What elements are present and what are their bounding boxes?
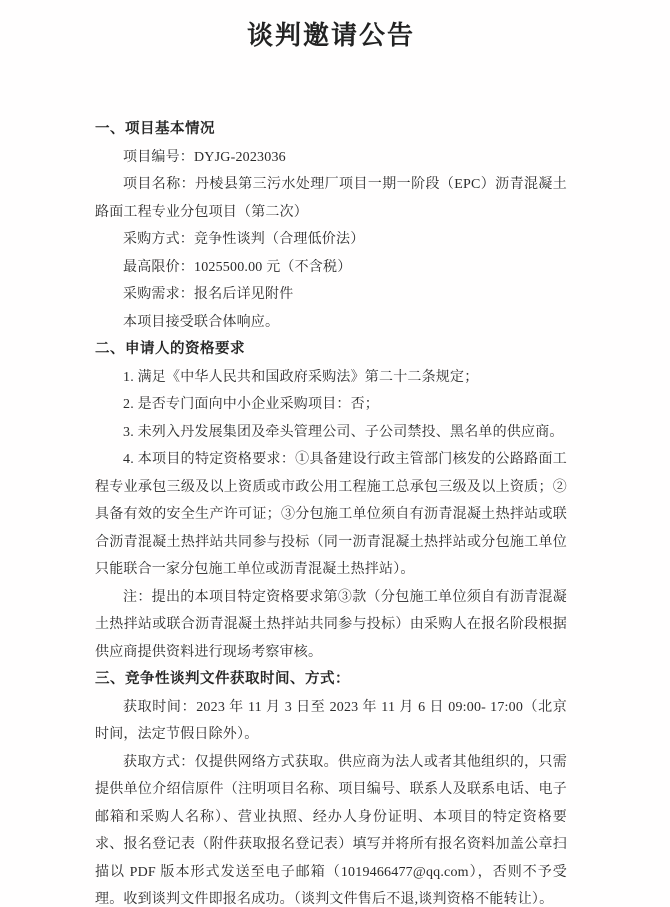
section	[95, 336, 567, 666]
paragraph: 2. 是否专门面向中小企业采购项目：否；	[123, 397, 379, 412]
paragraph: 采购需求：报名后详见附件	[123, 287, 294, 302]
document-body	[95, 116, 567, 907]
paragraph: 1. 满足《中华人民共和国政府采购法》第二十二条规定；	[123, 369, 479, 385]
paragraph: 获取方式：仅提供网络方式获取。供应商为法人或者其他组织的，只需提供单位介绍信原件（注明项目名称、项目编号、联系人及联系电话、电子邮箱和采购人名称）、营业执照、经办人身份证明、本项目的特定资格要求、报名登记表（附件获取报名登记表）填写并将所有报名资料加盖公章扫描以 PDF 版本形式发送至电子邮箱（1019466477@qq.com），否则不予受理。收到谈判文件即报名成功。（谈判文件售后不退,谈判资格不能转让）。	[95, 754, 567, 907]
paragraph: 3. 未列入丹发展集团及牵头管理公司、子公司禁投、黑名单的供应商。	[123, 424, 564, 440]
paragraph: 采购方式：竞争性谈判（合理低价法）	[123, 232, 365, 247]
section-heading: 三、竞争性谈判文件获取时间、方式：	[95, 671, 350, 687]
paragraph: 本项目接受联合体响应。	[123, 314, 280, 330]
section-heading: 二、申请人的资格要求	[95, 341, 245, 357]
paragraph: 项目名称：丹棱县第三污水处理厂项目一期一阶段（EPC）沥青混凝土路面工程专业分包项目（第二次）	[95, 177, 567, 220]
page-title: 谈判邀请公告	[246, 21, 415, 50]
paragraph: 获取时间：2023 年 11 月 3 日至 2023 年 11 月 6 日 09:00- 17:00（北京时间，法定节假日除外）。	[95, 699, 567, 742]
paragraph: 注：提出的本项目特定资格要求第③款（分包施工单位须自有沥青混凝土热拌站或联合沥青混凝土热拌站共同参与投标）由采购人在报名阶段根据供应商提供资料进行现场考察审核。	[95, 589, 567, 660]
section	[95, 666, 567, 907]
paragraph: 最高限价：1025500.00 元（不含税）	[123, 259, 352, 275]
section	[95, 116, 567, 336]
section-heading: 一、项目基本情况	[95, 121, 215, 137]
paragraph: 项目编号：DYJG-2023036	[123, 149, 286, 165]
paragraph: 4. 本项目的特定资格要求：①具备建设行政主管部门核发的公路路面工程专业承包三级及以上资质或市政公用工程施工总承包三级及以上资质；②具备有效的安全生产许可证；③分包施工单位须自有沥青混凝土热拌站或联合沥青混凝土热拌站共同参与投标（同一沥青混凝土热拌站或分包施工单位只能联合一家分包施工单位或沥青混凝土热拌站）。	[95, 452, 567, 577]
